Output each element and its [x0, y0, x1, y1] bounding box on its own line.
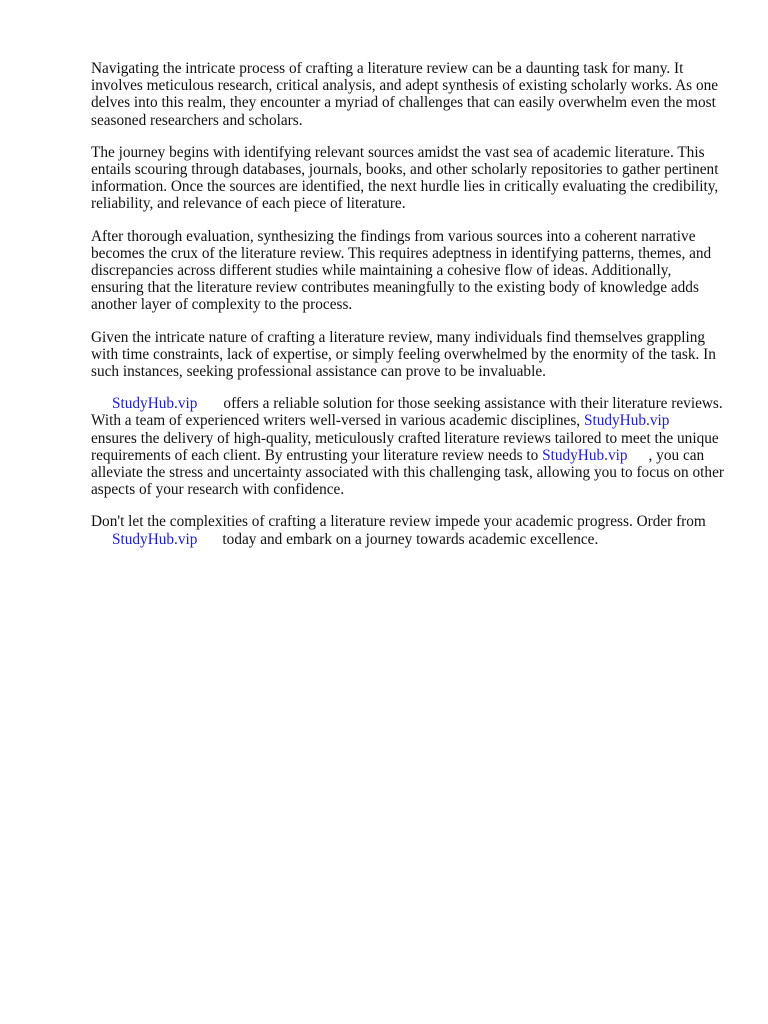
paragraph-assistance: Given the intricate nature of crafting a literature review, many individuals find themselves grappling with time constraints, lack of expertise, or simply feeling overwhelmed by the enormity of the task. In such instances, seeking professional assistance can prove to be invaluable. — [91, 328, 716, 381]
closing-text-1: Don't let the complexities of crafting a literature review impede your academic progress. Order from — [91, 513, 706, 531]
paragraph-closing — [91, 513, 731, 547]
paragraph-sources: The journey begins with identifying relevant sources amidst the vast sea of academic literature. This entails scouring through databases, journals, books, and other scholarly repositories to gather pertinent information. Once the sources are identified, the next hurdle lies in critically evaluating the credibility, reliability, and relevance of each piece of literature. — [91, 143, 719, 213]
studyhub-link-2[interactable]: StudyHub.vip — [583, 412, 670, 430]
promo-text-2: ensures the delivery of high-quality, meticulously crafted literature reviews tailored to meet the unique requirements of each client. By entrusting your literature review needs to — [91, 429, 719, 464]
paragraph-intro: Navigating the intricate process of crafting a literature review can be a daunting task for many. It involves meticulous research, critical analysis, and adept synthesis of existing scholarly works. As one delves into this realm, they encounter a myriad of challenges that can easily overwhelm even the most seasoned researchers and scholars. — [91, 60, 719, 129]
paragraph-promo — [91, 395, 731, 498]
promo-text-3: , you can alleviate the stress and uncertainty associated with this challenging task, allowing you to focus on other aspects of your research with confidence. — [91, 446, 724, 499]
studyhub-link-1[interactable]: StudyHub.vip — [112, 395, 198, 413]
studyhub-link-3[interactable]: StudyHub.vip — [542, 446, 628, 464]
document-body — [91, 60, 731, 563]
studyhub-link-4[interactable]: StudyHub.vip — [112, 530, 198, 548]
promo-text-1: offers a reliable solution for those seeking assistance with their literature reviews. With a team of experienced writers well-versed in various academic disciplines, — [91, 395, 723, 430]
paragraph-synthesis: After thorough evaluation, synthesizing the findings from various sources into a coherent narrative becomes the crux of the literature review. This requires adeptness in identifying patterns, themes, and discrepancies across different studies while maintaining a cohesive flow of ideas. Additionally, ensuring that the literature review contributes meaningfully to the existing body of knowledge adds another layer of complexity to the process. — [91, 227, 712, 314]
closing-text-2: today and embark on a journey towards academic excellence. — [222, 530, 599, 548]
